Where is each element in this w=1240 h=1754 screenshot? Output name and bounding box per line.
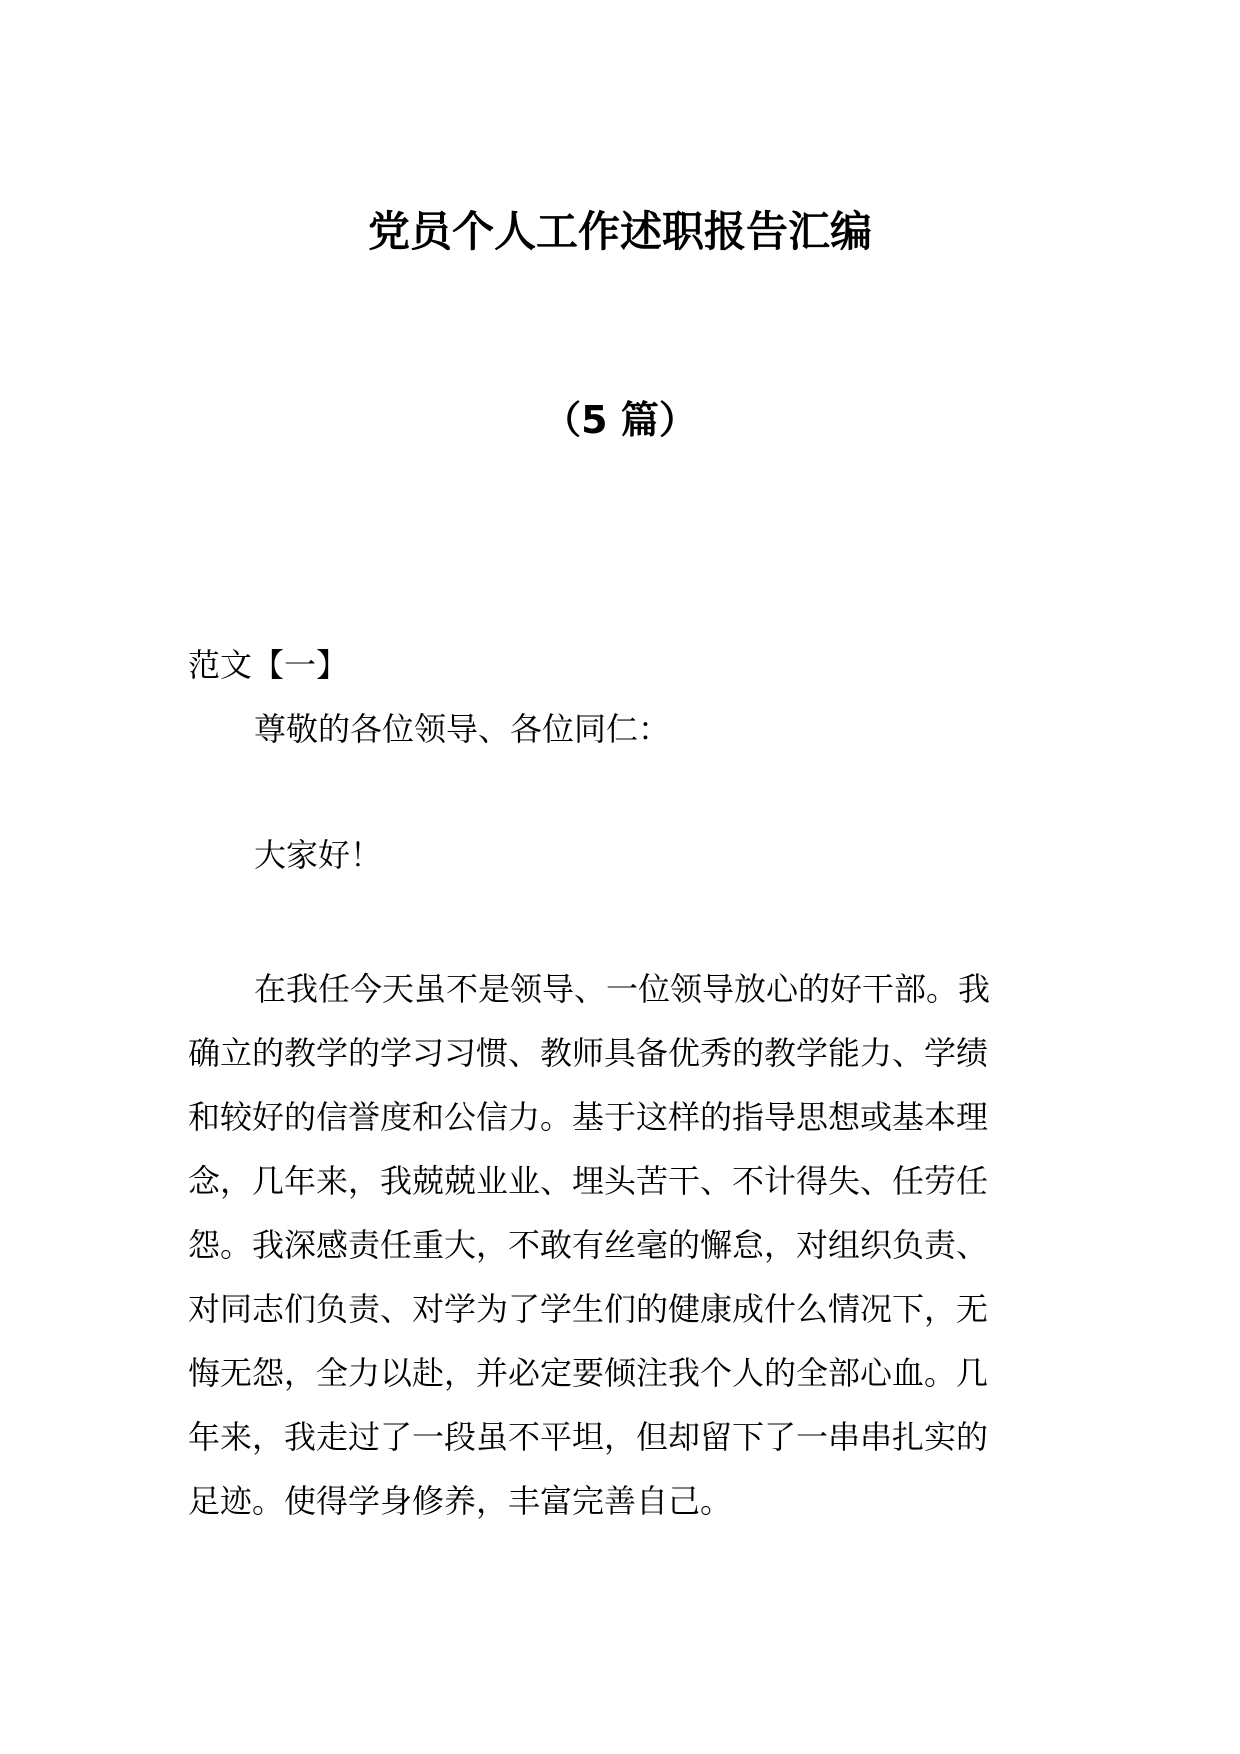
- body-line: 怨。我深感责任重大，不敢有丝毫的懈怠，对组织负责、: [188, 1226, 989, 1264]
- body-line: 和较好的信誉度和公信力。基于这样的指导思想或基本理: [188, 1098, 989, 1136]
- body-line: 念，几年来，我兢兢业业、埋头苦干、不计得失、任劳任: [188, 1162, 989, 1200]
- body-line: 在我任今天虽不是领导、一位领导放心的好干部。我: [254, 970, 991, 1008]
- body-line: 足迹。使得学身修养，丰富完善自己。: [188, 1482, 733, 1520]
- body-line: 对同志们负责、对学为了学生们的健康成什么情况下，无: [188, 1290, 989, 1328]
- body-line: 悔无怨，全力以赴，并必定要倾注我个人的全部心血。几: [188, 1354, 989, 1392]
- section-heading: 范文【一】: [188, 646, 349, 684]
- opening-line: 大家好！: [254, 836, 383, 874]
- greeting-line: 尊敬的各位领导、各位同仁：: [254, 710, 671, 748]
- body-line: 年来，我走过了一段虽不平坦，但却留下了一串串扎实的: [188, 1418, 989, 1456]
- document-title: 党员个人工作述职报告汇编: [367, 207, 872, 256]
- document-subtitle: （5 篇）: [543, 398, 697, 442]
- body-line: 确立的教学的学习习惯、教师具备优秀的教学能力、学绩: [188, 1034, 989, 1072]
- body-paragraph: [188, 957, 1052, 1533]
